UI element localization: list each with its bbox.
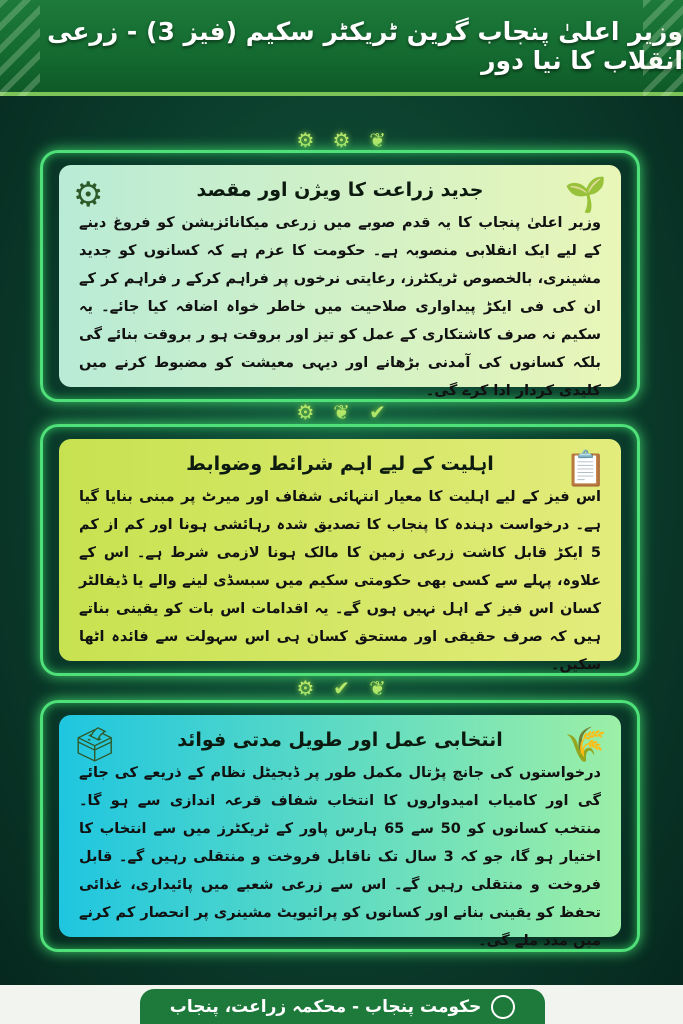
wheat-icon: ❦ bbox=[369, 128, 386, 152]
tractor-tread-decoration bbox=[643, 0, 683, 96]
field-crops-icon: 🌾 bbox=[564, 725, 607, 765]
section-eligibility bbox=[40, 424, 640, 676]
gear-hand-icon: ⚙ bbox=[73, 175, 104, 215]
page-title: وزیر اعلیٰ پنجاب گرین ٹریکٹر سکیم (فیز 3) - زرعی انقلاب کا نیا دور bbox=[47, 17, 683, 75]
gear-icon: ⚙ bbox=[296, 400, 315, 424]
section-body: وزیر اعلیٰ پنجاب کا یہ قدم صوبے میں زرعی میکانائزیشن کو فروغ دینے کے لیے ایک انقلابی منصوبہ ہے۔ حکومت کا عزم ہے کہ کسانوں کو جدید مشینری، بالخصوص ٹریکٹرز، رعایتی نرخوں پر فراہم کرکے ر فراہم کر کے ان کی فی ایکڑ پیداواری صلاحیت میں خاطر خواہ اضافہ کیا جائے۔ یہ سکیم نہ صرف کاشتکاری کے عمل کو تیز اور بروقت ہو ر بروقت بنائے گی بلکہ کسانوں کی آمدنی بڑھانے اور دیہی معیشت کو مضبوط کرنے میں کلیدی کردار ادا کرے گی۔ bbox=[79, 215, 601, 399]
header-banner bbox=[0, 0, 683, 96]
section-vision bbox=[40, 150, 640, 402]
section-title: اہلیت کے لیے اہم شرائط وضوابط bbox=[186, 453, 494, 475]
shield-check-icon: ✔ bbox=[369, 400, 386, 424]
section-body: درخواستوں کی جانچ پڑتال مکمل طور پر ڈیجیٹل نظام کے ذریعے کی جائے گی اور کامیاب امیدواروں کا انتخاب شفاف قرعہ اندازی سے ہو گا۔ منتخب کسانوں کو 50 سے 65 ہارس پاور کے ٹریکٹرز میں سے انتخاب کا اختیار ہو گا، جو کہ 3 سال تک ناقابل فروخت و منتقلی رہیں گے۔ قابل فروخت و منتقلی رہیں گے۔ اس سے زرعی شعبے میں پائیداری، غذائی تحفظ کو یقینی بنانے اور کسانوں کو پرائیویٹ مشینری پر انحصار کم کرنے میں مدد ملے گی۔ bbox=[79, 765, 602, 949]
wheat-icon: ❦ bbox=[369, 676, 386, 700]
clipboard-map-icon: 📋 bbox=[564, 449, 607, 489]
gear-icon: ⚙ bbox=[332, 128, 351, 152]
shield-check-icon: ✔ bbox=[333, 676, 350, 700]
section-selection bbox=[40, 700, 640, 952]
icon-row bbox=[0, 676, 683, 700]
ballot-box-icon: 🗳 bbox=[73, 725, 117, 765]
government-seal-icon bbox=[491, 995, 515, 1019]
icon-row bbox=[0, 400, 683, 424]
section-body: اس فیز کے لیے اہلیت کا معیار انتہائی شفاف اور میرٹ پر مبنی بنایا گیا ہے۔ درخواست دہندہ کا پنجاب کا تصدیق شدہ رہائشی ہونا اور کم از کم 5 ایکڑ قابل کاشت زرعی زمین کا مالک ہونا لازمی شرط ہے۔ اس کے علاوہ، پہلے سے کسی بھی حکومتی سکیم میں سبسڈی لینے والے یا ڈیفالٹر کسان اس فیز کے اہل نہیں ہوں گے۔ یہ اقدامات اس بات کو یقینی بناتے ہیں کہ صرف حقیقی اور مستحق کسان ہی اس سہولت سے فائدہ اٹھا سکیں۔ bbox=[79, 489, 601, 673]
section-title: انتخابی عمل اور طویل مدتی فوائد bbox=[177, 729, 503, 751]
footer-text: حکومت پنجاب - محکمہ زراعت، پنجاب bbox=[169, 997, 482, 1017]
gear-icon: ⚙ bbox=[296, 128, 315, 152]
gear-icon: ⚙ bbox=[296, 676, 315, 700]
footer-badge bbox=[140, 989, 545, 1024]
tractor-tread-decoration bbox=[0, 0, 40, 96]
plant-hand-icon: 🌱 bbox=[564, 175, 607, 215]
wheat-icon: ❦ bbox=[333, 400, 350, 424]
section-title: جدید زراعت کا ویژن اور مقصد bbox=[196, 179, 484, 201]
icon-row bbox=[0, 128, 683, 152]
